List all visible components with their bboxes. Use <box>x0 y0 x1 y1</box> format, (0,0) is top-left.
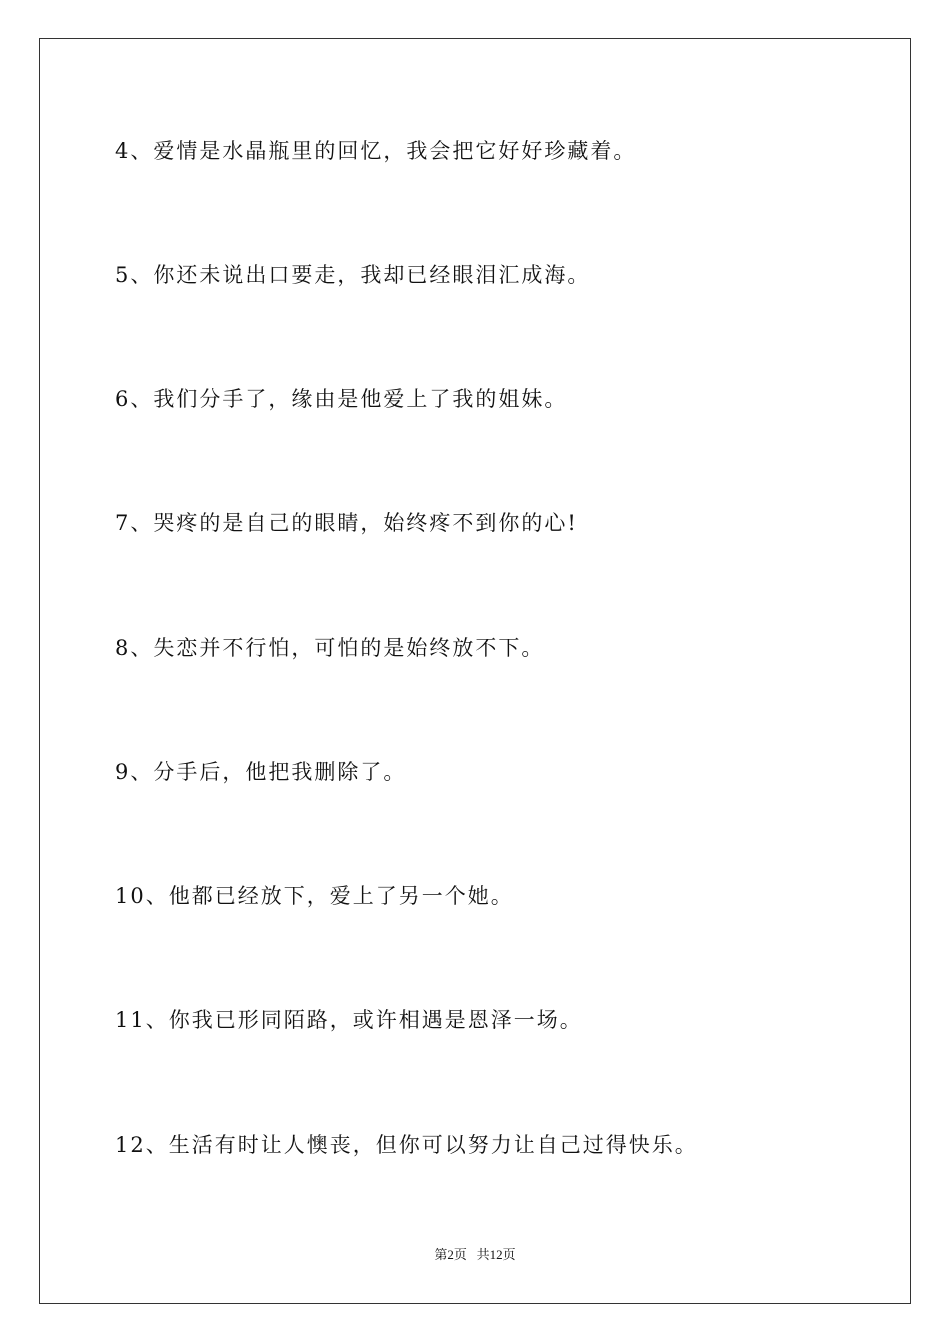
text-line-8: 8、失恋并不行怕，可怕的是始终放不下。 <box>115 636 545 660</box>
text-line-5: 5、你还未说出口要走，我却已经眼泪汇成海。 <box>115 263 591 287</box>
text-line-7: 7、哭疼的是自己的眼睛，始终疼不到你的心! <box>115 511 578 535</box>
text-line-12: 12、生活有时让人懊丧，但你可以努力让自己过得快乐。 <box>115 1133 698 1157</box>
text-line-4: 4、爱情是水晶瓶里的回忆，我会把它好好珍藏着。 <box>115 139 637 163</box>
text-line-10: 10、他都已经放下，爱上了另一个她。 <box>115 884 514 908</box>
page-footer: 第2页 共12页 <box>434 1247 516 1262</box>
text-line-9: 9、分手后，他把我删除了。 <box>115 760 407 784</box>
text-line-11: 11、你我已形同陌路，或许相遇是恩泽一场。 <box>115 1008 583 1032</box>
text-line-6: 6、我们分手了，缘由是他爱上了我的姐妹。 <box>115 387 568 411</box>
page-border <box>39 38 911 1304</box>
